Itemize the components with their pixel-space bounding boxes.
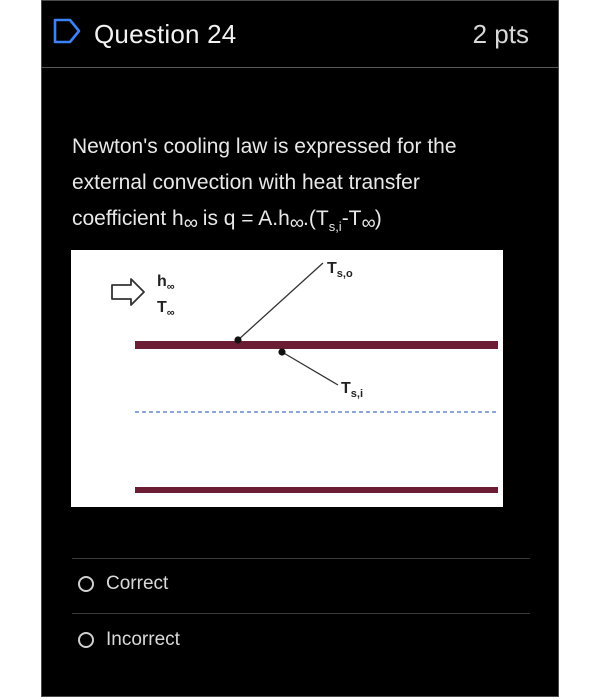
question-text-line: Newton's cooling law is expressed for the — [72, 135, 457, 158]
radio-button[interactable] — [78, 632, 94, 648]
question-text-line: external convection with heat transfer — [72, 171, 420, 194]
answer-option-correct[interactable] — [78, 569, 168, 599]
text-segment: is q = A.h — [196, 207, 290, 230]
radio-button[interactable] — [78, 576, 94, 592]
answer-option-incorrect[interactable] — [78, 625, 180, 655]
flow-arrow-icon — [112, 279, 144, 305]
text-segment: coefficient h — [72, 207, 184, 230]
question-text — [72, 129, 512, 245]
subscript-si: s,i — [328, 219, 342, 234]
question-card — [41, 0, 559, 697]
h-infinity-label: $h_\infty$ — [157, 273, 175, 293]
tso-leader-line — [238, 263, 323, 340]
tso-point — [234, 336, 241, 343]
tsi-point — [278, 348, 285, 355]
question-header — [42, 1, 558, 68]
infinity-subscript: ∞ — [289, 212, 304, 234]
question-title: Question 24 — [94, 19, 237, 49]
text-segment: ) — [374, 207, 382, 230]
answer-divider — [72, 613, 530, 614]
answer-label: Correct — [106, 573, 169, 594]
tsi-leader-line — [282, 352, 338, 385]
answer-divider — [72, 558, 530, 559]
pipe-bottom-wall — [135, 487, 498, 493]
t-infinity-label: $T_\infty$ — [157, 299, 175, 319]
tso-label: $T_{s,o}$ — [327, 260, 353, 280]
infinity-subscript: ∞ — [361, 212, 375, 234]
text-segment: -T — [341, 207, 362, 230]
tsi-label: $T_{s,i}$ — [341, 380, 364, 400]
pipe-outer-wall — [135, 341, 498, 349]
pipe-convection-figure — [71, 250, 503, 507]
text-segment: .(T — [303, 207, 329, 230]
bookmark-flag-icon[interactable] — [52, 17, 82, 45]
figure-svg — [71, 250, 503, 507]
question-text-formula-line — [72, 201, 512, 245]
answer-label: Incorrect — [106, 629, 180, 650]
infinity-subscript: ∞ — [183, 212, 197, 234]
question-points: 2 pts — [472, 19, 529, 49]
